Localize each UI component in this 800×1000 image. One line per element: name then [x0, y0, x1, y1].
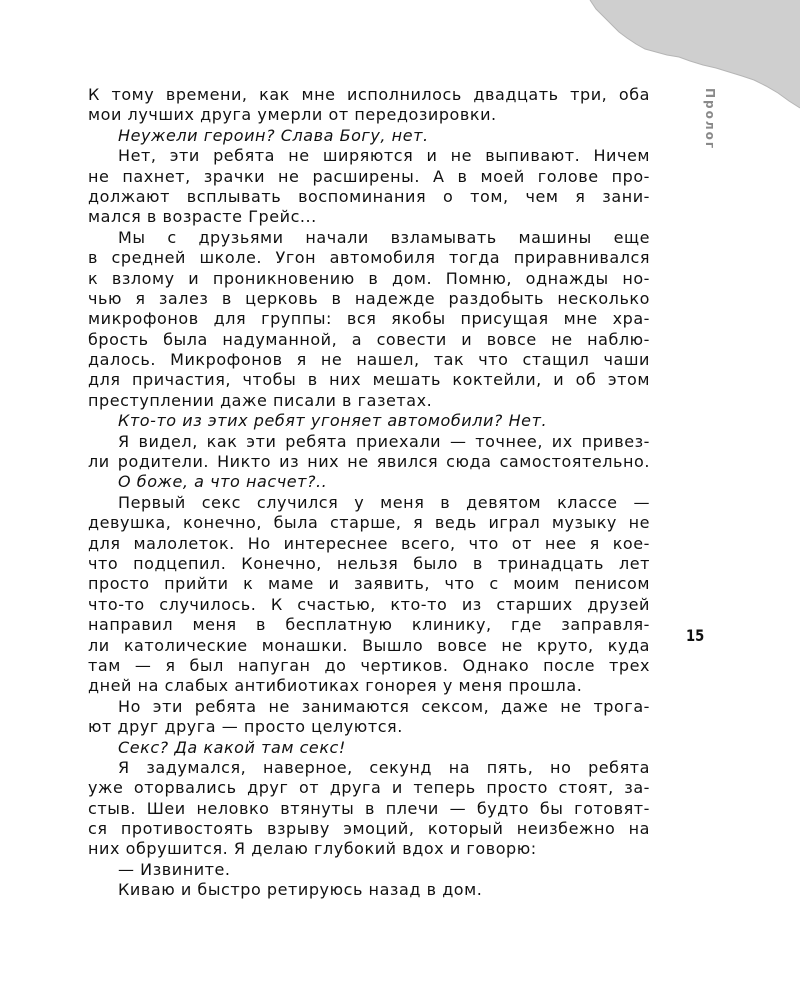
text-line: Но эти ребята не занимаются сексом, даже не трога-: [118, 696, 650, 716]
page-number: 15: [686, 626, 705, 645]
text-line: чью я залез в церковь в надежде раздобыть несколько: [88, 288, 650, 308]
text-line: — Извините.: [118, 859, 231, 879]
text-line: девушка, конечно, была старше, я ведь играл музыку не: [88, 513, 650, 533]
italic-thought-line: О боже, а что насчет?..: [118, 472, 328, 492]
text-line: преступлении даже писали в газетах.: [88, 390, 433, 410]
text-line: далось. Микрофонов я не нашел, так что стащил чаши: [88, 350, 650, 370]
text-line: мои лучших друга умерли от передозировки.: [88, 105, 497, 125]
text-line: К тому времени, как мне исполнилось двадцать три, оба: [88, 85, 650, 104]
text-line: ли католические монашки. Вышло вовсе не круто, куда: [88, 635, 650, 655]
text-line: Первый секс случился у меня в девятом классе —: [118, 492, 650, 512]
text-line: стыв. Шеи неловко втянуты в плечи — будто бы готовят-: [88, 798, 650, 818]
text-line: ли родители. Никто из них не явился сюда самостоятельно.: [88, 452, 650, 472]
text-line: ся противостоять взрыву эмоций, который неизбежно на: [88, 819, 650, 839]
text-line: них обрушится. Я делаю глубокий вдох и говорю:: [88, 839, 537, 859]
text-line: мался в возрасте Грейс...: [88, 207, 317, 227]
text-line: Я задумался, наверное, секунд на пять, но ребята: [118, 757, 650, 777]
italic-thought-line: Кто-то из этих ребят угоняет автомобили? Нет.: [118, 411, 548, 431]
text-line: направил меня в бесплатную клинику, где заправля-: [88, 615, 650, 635]
text-line: для причастия, чтобы в них мешать коктейли, и об этом: [88, 370, 650, 390]
text-line: Нет, эти ребята не ширяются и не выпивают. Ничем: [118, 146, 650, 166]
text-line: ют друг друга — просто целуются.: [88, 717, 403, 737]
text-line: дней на слабых антибиотиках гонорея у меня прошла.: [88, 676, 583, 696]
text-line: брость была надуманной, а совести и вовсе не наблю-: [88, 329, 650, 349]
text-line: к взлому и проникновению в дом. Помню, однажды но-: [88, 268, 650, 288]
text-line: для малолеток. Но интереснее всего, что от нее я кое-: [88, 533, 650, 553]
text-line: должают всплывать воспоминания о том, чем я зани-: [88, 186, 650, 206]
text-line: что подцепил. Конечно, нельзя было в тринадцать лет: [88, 553, 650, 573]
text-line: просто прийти к маме и заявить, что с моим пенисом: [88, 574, 650, 594]
text-line: уже оторвались друг от друга и теперь просто стоят, за-: [88, 778, 650, 798]
italic-thought-line: Секс? Да какой там секс!: [118, 737, 346, 757]
text-line: в средней школе. Угон автомобиля тогда приравнивался: [88, 248, 650, 268]
text-line: Киваю и быстро ретируюсь назад в дом.: [118, 880, 483, 900]
italic-thought-line: Неужели героин? Слава Богу, нет.: [118, 125, 429, 145]
text-line: микрофонов для группы: вся якобы присущая мне хра-: [88, 309, 650, 329]
body-text: [88, 85, 650, 901]
text-line: Мы с друзьями начали взламывать машины еще: [118, 227, 650, 247]
text-line: там — я был напуган до чертиков. Однако после трех: [88, 655, 650, 675]
text-line: не пахнет, зрачки не расширены. А в моей голове про-: [88, 166, 650, 186]
running-head: Пролог: [703, 88, 717, 151]
text-line: что-то случилось. К счастью, кто-то из старших друзей: [88, 594, 650, 614]
text-line: Я видел, как эти ребята приехали — точнее, их привез-: [118, 431, 650, 451]
